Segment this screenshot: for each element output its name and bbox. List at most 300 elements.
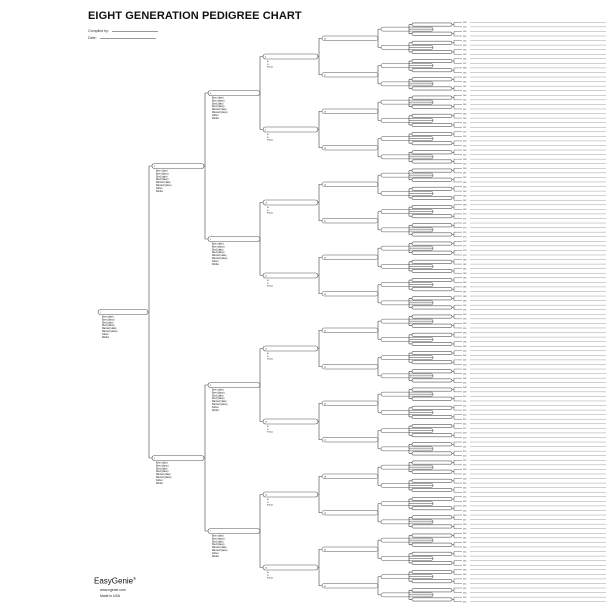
ancestor-number: 241 — [463, 537, 467, 540]
person-field-label: Married (place) — [212, 550, 228, 552]
person-number: 23 — [324, 293, 326, 296]
person-box[interactable] — [412, 269, 452, 272]
ancestor-number: 176 — [463, 241, 467, 244]
person-field-label: Born (place) — [156, 465, 169, 468]
ancestor-number: 137 — [463, 63, 467, 66]
person-box[interactable] — [412, 196, 452, 199]
person-box[interactable] — [322, 292, 378, 297]
person-field-label: Married (date) — [212, 547, 227, 550]
person-box[interactable] — [412, 379, 452, 382]
person-box[interactable] — [412, 260, 452, 263]
connector-line — [452, 369, 454, 374]
connector-line — [452, 351, 454, 356]
person-box[interactable] — [412, 69, 452, 72]
ancestor-number: 204 — [463, 368, 467, 371]
person-number: 10 — [265, 202, 267, 205]
connector-line — [452, 287, 454, 292]
ancestor-number: 153 — [463, 136, 467, 139]
brand-name: EasyGenie — [94, 576, 134, 586]
person-field-label: Father — [212, 260, 219, 263]
person-box[interactable] — [263, 492, 318, 497]
connector-line — [452, 515, 454, 520]
ancestor-number: 246 — [463, 560, 467, 563]
connector-line — [452, 104, 454, 109]
connector-line — [452, 68, 454, 73]
person-field-label: Born (place) — [212, 538, 225, 541]
person-field-label: Mother — [156, 190, 164, 193]
ancestor-number: 198 — [463, 341, 467, 344]
person-field-label: D. — [267, 574, 270, 577]
person-box[interactable] — [412, 333, 452, 336]
person-box[interactable] — [322, 146, 378, 151]
ancestor-number: 147 — [463, 108, 467, 111]
connector-line — [452, 524, 454, 529]
ancestor-number: 234 — [463, 505, 467, 508]
ancestor-number: 136 — [463, 58, 467, 61]
connector-line — [452, 442, 454, 447]
person-number: 2 — [154, 166, 155, 168]
connector-line — [378, 577, 381, 595]
person-field-label: Died (place) — [212, 544, 225, 547]
connector-line — [452, 269, 454, 274]
person-box[interactable] — [412, 151, 452, 154]
person-box[interactable] — [412, 342, 452, 345]
ancestor-number: 181 — [463, 263, 467, 266]
ancestor-number: 131 — [463, 35, 467, 38]
person-field-label: D. — [267, 282, 270, 285]
person-box[interactable] — [412, 224, 452, 227]
ancestor-number: 135 — [463, 54, 467, 57]
person-field-label: D. — [267, 209, 270, 212]
person-box[interactable] — [322, 474, 378, 479]
connector-line — [452, 41, 454, 46]
person-box[interactable] — [412, 497, 452, 500]
ancestor-number: 174 — [463, 231, 467, 234]
person-field-label: Born (date) — [212, 97, 224, 100]
person-box[interactable] — [322, 219, 378, 224]
ancestor-number: 247 — [463, 565, 467, 568]
ancestor-number: 192 — [463, 314, 467, 317]
connector-line — [378, 212, 381, 230]
person-box[interactable] — [322, 547, 378, 552]
ancestor-number: 205 — [463, 373, 467, 376]
connector-line — [452, 77, 454, 82]
chart-title: EIGHT GENERATION PEDIGREE CHART — [88, 10, 302, 22]
person-box[interactable] — [412, 388, 452, 391]
ancestor-number: 232 — [463, 496, 467, 499]
ancestor-number: 212 — [463, 405, 467, 408]
connector-line — [318, 549, 322, 586]
brand-tagline: Made in USA — [100, 594, 120, 598]
ancestor-number: 239 — [463, 528, 467, 531]
connector-line — [452, 50, 454, 55]
ancestor-number: 159 — [463, 163, 467, 166]
connector-line — [452, 360, 454, 365]
person-box[interactable] — [412, 397, 452, 400]
ancestor-number: 149 — [463, 117, 467, 120]
person-box[interactable] — [263, 200, 318, 205]
person-box[interactable] — [412, 424, 452, 427]
person-box[interactable] — [412, 552, 452, 555]
person-field-label: Mother — [156, 482, 164, 485]
connector-line — [452, 59, 454, 64]
ancestor-number: 225 — [463, 464, 467, 467]
person-box[interactable] — [412, 297, 452, 300]
person-field-label: Born (place) — [102, 319, 115, 322]
ancestor-number: 182 — [463, 268, 467, 271]
person-box[interactable] — [322, 182, 378, 187]
person-field-label: Mother — [212, 555, 220, 558]
brand-logo — [94, 576, 136, 586]
ancestor-number: 220 — [463, 441, 467, 444]
connector-line — [260, 203, 263, 276]
ancestor-number: 238 — [463, 523, 467, 526]
connector-line — [452, 223, 454, 228]
ancestor-number: 242 — [463, 542, 467, 545]
ancestor-number: 188 — [463, 295, 467, 298]
ancestor-number: 186 — [463, 286, 467, 289]
person-box[interactable] — [412, 242, 452, 245]
person-number: 8 — [265, 56, 266, 59]
ancestor-number: 200 — [463, 350, 467, 353]
person-box[interactable] — [322, 401, 378, 406]
person-box[interactable] — [263, 419, 318, 424]
person-field-label: Father — [267, 139, 274, 142]
person-box[interactable] — [412, 570, 452, 573]
person-number: 25 — [324, 366, 326, 369]
person-box[interactable] — [412, 589, 452, 592]
person-box[interactable] — [412, 580, 452, 583]
person-field-label: Married (date) — [102, 328, 117, 331]
person-field-label: Born (place) — [212, 392, 225, 395]
person-box[interactable] — [412, 434, 452, 437]
connector-line — [452, 187, 454, 192]
person-box[interactable] — [412, 470, 452, 473]
person-number: 15 — [265, 567, 267, 570]
person-box[interactable] — [412, 78, 452, 81]
person-box[interactable] — [412, 169, 452, 172]
person-box[interactable] — [412, 96, 452, 99]
person-field-label: Married (date) — [212, 255, 227, 258]
ancestor-number: 132 — [463, 40, 467, 43]
connector-line — [204, 385, 208, 531]
ancestor-number: 168 — [463, 204, 467, 207]
person-box[interactable] — [412, 351, 452, 354]
connector-line — [452, 479, 454, 484]
person-box[interactable] — [412, 132, 452, 135]
ancestor-number: 179 — [463, 254, 467, 257]
person-box[interactable] — [322, 73, 378, 78]
person-box[interactable] — [322, 328, 378, 333]
connector-line — [452, 196, 454, 201]
brand-mark: ® — [133, 576, 137, 581]
person-field-label: Father — [156, 187, 163, 190]
ancestor-number: 199 — [463, 346, 467, 349]
connector-line — [318, 111, 322, 148]
person-box[interactable] — [322, 584, 378, 589]
person-box[interactable] — [412, 41, 452, 44]
person-field-label: Mother — [212, 263, 220, 266]
ancestor-number: 237 — [463, 519, 467, 522]
ancestor-number: 249 — [463, 574, 467, 577]
person-box[interactable] — [208, 529, 260, 534]
person-field-label: Died (place) — [102, 325, 115, 328]
person-field-label: Father — [267, 358, 274, 361]
ancestor-number: 243 — [463, 546, 467, 549]
ancestor-number: 185 — [463, 282, 467, 285]
person-box[interactable] — [412, 534, 452, 537]
person-box[interactable] — [412, 23, 452, 26]
person-box[interactable] — [412, 114, 452, 117]
ancestor-number: 236 — [463, 514, 467, 517]
ancestor-number: 165 — [463, 190, 467, 193]
connector-line — [452, 460, 454, 465]
person-box[interactable] — [412, 315, 452, 318]
person-field-label: Married (place) — [156, 185, 172, 187]
ancestor-number: 251 — [463, 583, 467, 586]
person-box[interactable] — [208, 91, 260, 96]
person-box[interactable] — [208, 383, 260, 388]
ancestor-number: 150 — [463, 122, 467, 125]
ancestor-number: 141 — [463, 81, 467, 84]
person-number: 28 — [324, 476, 326, 479]
person-box[interactable] — [412, 123, 452, 126]
ancestor-number: 255 — [463, 601, 467, 604]
ancestor-number: 207 — [463, 382, 467, 385]
person-box[interactable] — [412, 598, 452, 601]
person-field-label: Died (date) — [212, 249, 224, 252]
person-box[interactable] — [412, 278, 452, 281]
person-box[interactable] — [412, 178, 452, 181]
person-field-label: Father — [267, 285, 274, 288]
person-field-label: Born (date) — [212, 389, 224, 392]
ancestor-number: 169 — [463, 209, 467, 212]
ancestor-number: 250 — [463, 578, 467, 581]
ancestor-number: 160 — [463, 168, 467, 171]
connector-line — [378, 175, 381, 193]
connector-line — [452, 159, 454, 164]
person-box[interactable] — [412, 516, 452, 519]
person-field-label: B. — [267, 353, 270, 355]
person-box[interactable] — [412, 187, 452, 190]
person-box[interactable] — [98, 310, 148, 315]
person-field-label: D. — [267, 428, 270, 431]
connector-line — [452, 123, 454, 128]
person-field-label: Born (date) — [212, 535, 224, 538]
person-box[interactable] — [263, 273, 318, 278]
person-field-label: D. — [267, 355, 270, 358]
person-field-label: Father — [102, 333, 109, 336]
person-field-label: Father — [212, 406, 219, 409]
person-number: 14 — [265, 494, 267, 497]
person-field-label: D. — [267, 501, 270, 504]
person-field-label: B. — [267, 499, 270, 501]
connector-line — [452, 570, 454, 575]
person-box[interactable] — [263, 346, 318, 351]
connector-line — [378, 431, 381, 449]
brand-website: www.egenie.com — [100, 588, 126, 592]
person-box[interactable] — [412, 306, 452, 309]
person-field-label: Mother — [212, 117, 220, 120]
person-field-label: Died (date) — [212, 395, 224, 398]
person-box[interactable] — [412, 205, 452, 208]
person-field-label: B. — [267, 207, 270, 209]
person-number: 27 — [324, 439, 326, 442]
connector-line — [452, 406, 454, 411]
ancestor-number: 252 — [463, 587, 467, 590]
person-field-label: Father — [156, 479, 163, 482]
ancestor-number: 155 — [463, 145, 467, 148]
ancestor-number: 177 — [463, 245, 467, 248]
connector-line — [452, 542, 454, 547]
person-box[interactable] — [412, 142, 452, 145]
person-box[interactable] — [412, 543, 452, 546]
person-box[interactable] — [412, 160, 452, 163]
person-number: 12 — [265, 348, 267, 351]
person-box[interactable] — [412, 488, 452, 491]
person-box[interactable] — [412, 443, 452, 446]
ancestor-number: 158 — [463, 158, 467, 161]
ancestor-number: 187 — [463, 291, 467, 294]
ancestor-number: 138 — [463, 67, 467, 70]
connector-line — [452, 250, 454, 255]
person-box[interactable] — [412, 215, 452, 218]
ancestor-number: 189 — [463, 300, 467, 303]
ancestor-number: 229 — [463, 482, 467, 485]
ancestor-number: 163 — [463, 181, 467, 184]
person-box[interactable] — [322, 255, 378, 260]
connector-line — [452, 168, 454, 173]
person-box[interactable] — [263, 127, 318, 132]
ancestor-number: 235 — [463, 510, 467, 513]
person-field-label: Born (date) — [156, 462, 168, 465]
person-number: 26 — [324, 403, 326, 406]
person-box[interactable] — [152, 164, 204, 169]
connector-line — [378, 467, 381, 485]
person-field-label: Died (place) — [212, 398, 225, 401]
ancestor-number: 230 — [463, 487, 467, 490]
connector-line — [452, 241, 454, 246]
person-field-label: Father — [212, 552, 219, 555]
ancestor-number: 173 — [463, 227, 467, 230]
date-label: Date: — [88, 36, 97, 40]
ancestor-number: 219 — [463, 437, 467, 440]
person-field-label: Married (date) — [212, 109, 227, 112]
connector-line — [452, 141, 454, 146]
person-box[interactable] — [322, 365, 378, 370]
person-box[interactable] — [412, 507, 452, 510]
person-box[interactable] — [412, 251, 452, 254]
connector-line — [378, 540, 381, 558]
ancestor-number: 254 — [463, 596, 467, 599]
person-number: 6 — [210, 385, 211, 387]
ancestor-number: 206 — [463, 377, 467, 380]
connector-line — [452, 314, 454, 319]
person-box[interactable] — [412, 233, 452, 236]
person-box[interactable] — [412, 406, 452, 409]
person-field-label: Died (place) — [156, 471, 169, 474]
ancestor-number: 148 — [463, 113, 467, 116]
ancestor-number: 253 — [463, 592, 467, 595]
person-number: 19 — [324, 147, 326, 150]
person-field-label: Died (date) — [212, 103, 224, 106]
person-box[interactable] — [322, 511, 378, 516]
ancestor-number: 145 — [463, 99, 467, 102]
ancestor-number: 227 — [463, 473, 467, 476]
ancestor-number: 157 — [463, 154, 467, 157]
connector-line — [452, 305, 454, 310]
person-box[interactable] — [412, 370, 452, 373]
connector-line — [452, 588, 454, 593]
person-box[interactable] — [412, 452, 452, 455]
ancestor-number: 201 — [463, 355, 467, 358]
connector-line — [378, 285, 381, 303]
ancestor-number: 222 — [463, 450, 467, 453]
connector-line — [378, 139, 381, 157]
person-box[interactable] — [208, 237, 260, 242]
person-box[interactable] — [412, 87, 452, 90]
person-field-label: Married (place) — [212, 258, 228, 260]
person-box[interactable] — [412, 105, 452, 108]
ancestor-number: 134 — [463, 49, 467, 52]
person-box[interactable] — [412, 561, 452, 564]
person-box[interactable] — [412, 324, 452, 327]
person-field-label: B. — [267, 61, 270, 63]
person-box[interactable] — [412, 361, 452, 364]
person-box[interactable] — [412, 32, 452, 35]
person-number: 3 — [154, 458, 155, 460]
person-field-label: Father — [267, 431, 274, 434]
person-box[interactable] — [412, 288, 452, 291]
person-box[interactable] — [412, 59, 452, 62]
connector-line — [318, 184, 322, 221]
person-box[interactable] — [263, 565, 318, 570]
connector-line — [452, 177, 454, 182]
person-field-label: Died (date) — [212, 541, 224, 544]
person-box[interactable] — [412, 461, 452, 464]
connector-line — [260, 495, 263, 568]
person-box[interactable] — [322, 109, 378, 114]
person-box[interactable] — [412, 50, 452, 53]
person-box[interactable] — [412, 525, 452, 528]
person-box[interactable] — [322, 438, 378, 443]
person-field-label: D. — [267, 63, 270, 66]
person-field-label: Father — [267, 577, 274, 580]
ancestor-number: 190 — [463, 304, 467, 307]
ancestor-number: 248 — [463, 569, 467, 572]
connector-line — [318, 257, 322, 294]
ancestor-number: 221 — [463, 446, 467, 449]
person-box[interactable] — [322, 36, 378, 41]
person-box[interactable] — [263, 54, 318, 59]
compiled-by-label: Compiled by: — [88, 29, 109, 33]
person-field-label: Born (date) — [212, 243, 224, 246]
connector-line — [378, 66, 381, 84]
person-box[interactable] — [412, 479, 452, 482]
ancestor-number: 195 — [463, 327, 467, 330]
person-box[interactable] — [412, 415, 452, 418]
person-field-label: Married (date) — [156, 182, 171, 185]
ancestor-number: 216 — [463, 423, 467, 426]
ancestor-number: 213 — [463, 409, 467, 412]
person-field-label: Married (place) — [212, 404, 228, 406]
person-number: 18 — [324, 111, 326, 114]
ancestor-number: 143 — [463, 90, 467, 93]
person-box[interactable] — [152, 456, 204, 461]
ancestor-number: 184 — [463, 277, 467, 280]
person-number: 1 — [100, 312, 101, 314]
person-field-label: Father — [267, 66, 274, 69]
